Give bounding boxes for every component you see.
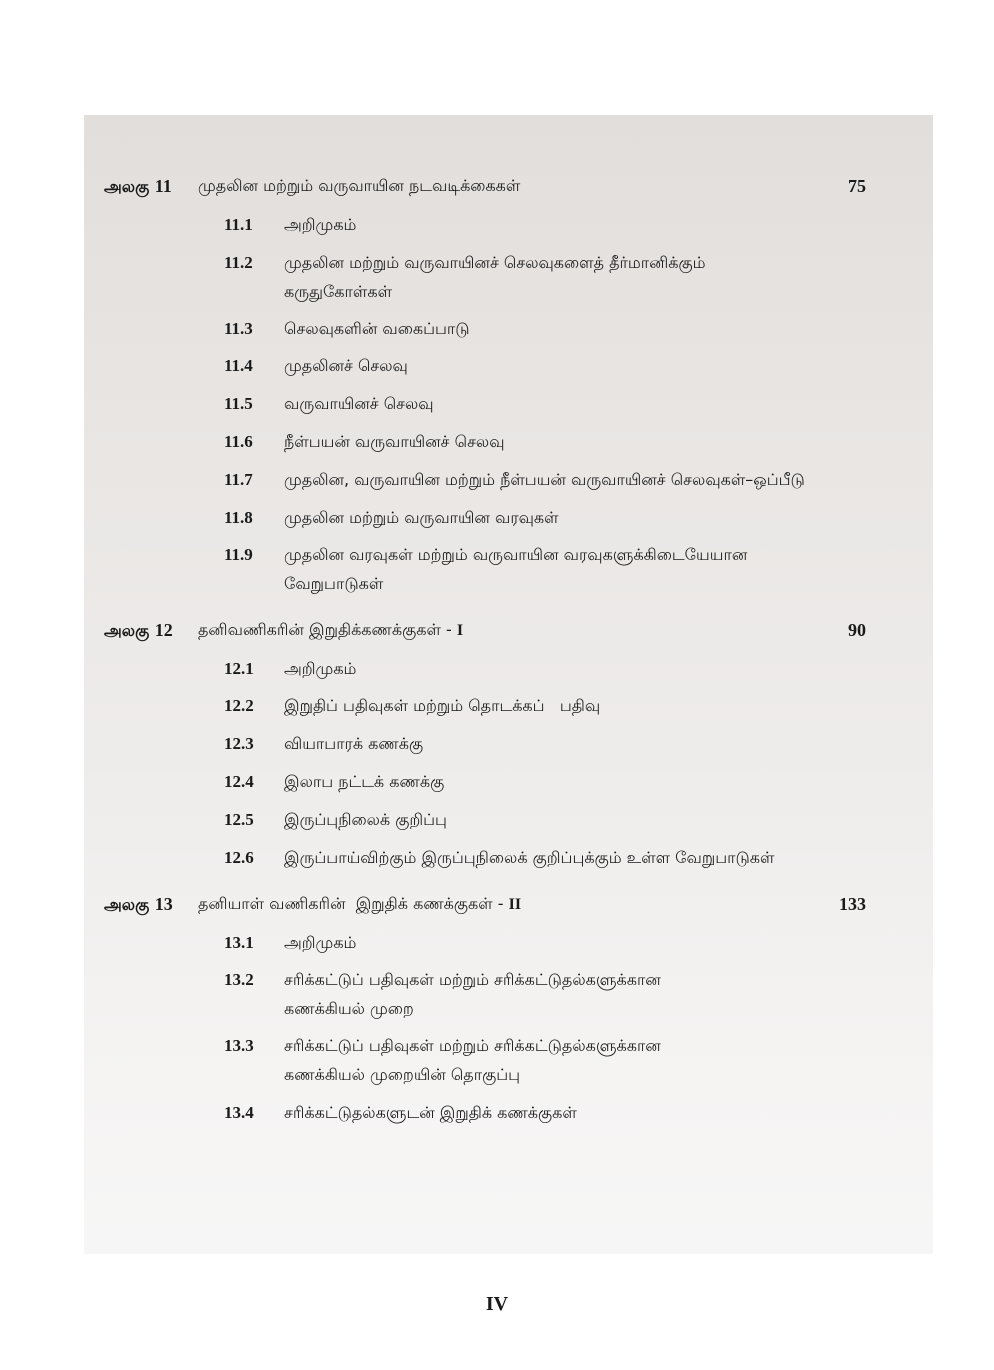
item-title-continued: கணக்கியல் முறையின் தொகுப்பு: [284, 1065, 521, 1084]
item-title: செலவுகளின் வகைப்பாடு: [284, 319, 470, 338]
item-title-continued: வேறுபாடுகள்: [284, 574, 384, 593]
contents-panel: [84, 115, 933, 1254]
item-title: சரிக்கட்டுப் பதிவுகள் மற்றும் சரிக்கட்டுதல்களுக்கான: [284, 970, 661, 989]
unit-title: தனிவணிகரின் இறுதிக்கணக்குகள் - I: [198, 620, 464, 639]
unit-title: தனியாள் வணிகரின் இறுதிக் கணக்குகள் - II: [198, 894, 522, 913]
item-title: முதலினச் செலவு: [284, 356, 408, 375]
item-title: நீள்பயன் வருவாயினச் செலவு: [284, 432, 505, 451]
item-title: அறிமுகம்: [284, 933, 357, 952]
item-number: 12.1: [224, 659, 254, 678]
item-number: 11.9: [224, 545, 253, 564]
item-number: 11.7: [224, 470, 253, 489]
unit-heading[interactable]: [104, 617, 866, 643]
item-title-continued: கணக்கியல் முறை: [284, 999, 414, 1018]
unit-label: அலகு 11: [104, 176, 172, 196]
unit-page-number: 133: [839, 894, 866, 914]
item-title: சரிக்கட்டுதல்களுடன் இறுதிக் கணக்குகள்: [284, 1103, 577, 1122]
item-title: முதலின, வருவாயின மற்றும் நீள்பயன் வருவாயினச் செலவுகள்–ஒப்பீடு: [284, 470, 805, 489]
unit-label: அலகு 12: [104, 620, 173, 640]
item-title: இறுதிப் பதிவுகள் மற்றும் தொடக்கப் பதிவு: [284, 696, 601, 715]
item-title: வியாபாரக் கணக்கு: [284, 734, 424, 753]
item-number: 11.4: [224, 356, 253, 375]
item-number: 13.1: [224, 933, 254, 952]
unit-title: முதலின மற்றும் வருவாயின நடவடிக்கைகள்: [198, 176, 521, 195]
item-title: முதலின மற்றும் வருவாயினச் செலவுகளைத் தீர்மானிக்கும்: [284, 253, 706, 272]
item-number: 12.4: [224, 772, 254, 791]
item-number: 13.2: [224, 970, 254, 989]
unit-heading[interactable]: [104, 173, 866, 199]
item-title: அறிமுகம்: [284, 215, 357, 234]
item-number: 13.3: [224, 1036, 254, 1055]
item-title: இலாப நட்டக் கணக்கு: [284, 772, 445, 791]
unit-label: அலகு 13: [104, 894, 173, 914]
item-title: முதலின வரவுகள் மற்றும் வருவாயின வரவுகளுக்கிடையேயான: [284, 545, 748, 564]
item-number: 13.4: [224, 1103, 254, 1122]
item-title: இருப்புநிலைக் குறிப்பு: [284, 810, 447, 829]
item-number: 11.5: [224, 394, 253, 413]
item-number: 12.5: [224, 810, 254, 829]
unit-page-number: 75: [848, 176, 866, 196]
unit-page-number: 90: [848, 620, 866, 640]
item-number: 11.3: [224, 319, 253, 338]
item-number: 11.1: [224, 215, 253, 234]
item-number: 12.2: [224, 696, 254, 715]
item-number: 12.3: [224, 734, 254, 753]
item-title: சரிக்கட்டுப் பதிவுகள் மற்றும் சரிக்கட்டுதல்களுக்கான: [284, 1036, 661, 1055]
item-title: முதலின மற்றும் வருவாயின வரவுகள்: [284, 508, 559, 527]
item-title: வருவாயினச் செலவு: [284, 394, 434, 413]
item-number: 12.6: [224, 848, 254, 867]
page-number: IV: [485, 1293, 509, 1315]
unit-heading[interactable]: [104, 891, 866, 917]
item-title: இருப்பாய்விற்கும் இருப்புநிலைக் குறிப்புக்கும் உள்ள வேறுபாடுகள்: [284, 848, 775, 867]
item-number: 11.8: [224, 508, 253, 527]
item-number: 11.2: [224, 253, 253, 272]
item-number: 11.6: [224, 432, 253, 451]
item-title-continued: கருதுகோள்கள்: [284, 282, 392, 301]
item-title: அறிமுகம்: [284, 659, 357, 678]
